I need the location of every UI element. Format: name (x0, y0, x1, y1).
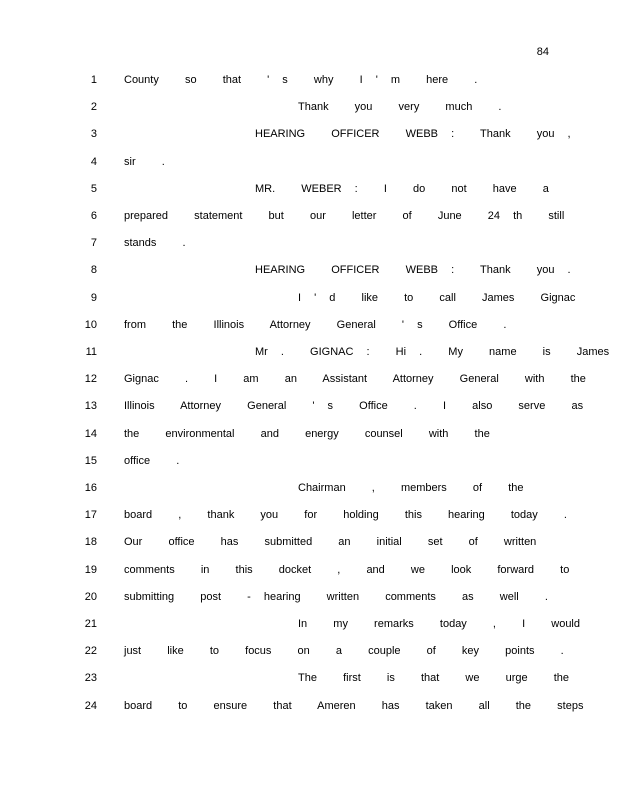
transcript-line (0, 127, 618, 141)
page-number: 84 (536, 46, 549, 58)
line-text: office . (124, 454, 180, 467)
transcript-line (0, 263, 618, 277)
line-number: 23 (84, 672, 97, 685)
line-text: sir . (124, 155, 165, 168)
line-text: stands . (124, 237, 186, 250)
line-number: 13 (84, 400, 97, 413)
line-text: the environmental and energy counsel with the (124, 427, 490, 440)
line-number: 24 (84, 699, 97, 712)
line-text: submitting post - hearing written comments as well . (124, 590, 548, 603)
transcript-line (0, 563, 618, 577)
line-number: 9 (90, 291, 97, 304)
line-text: Thank you very much . (298, 101, 502, 114)
transcript-line (0, 427, 618, 441)
transcript-line (0, 699, 618, 713)
line-text: comments in this docket , and we look forward to (124, 563, 570, 576)
line-number: 12 (84, 373, 97, 386)
transcript-line (0, 291, 618, 305)
transcript-line (0, 155, 618, 169)
line-text: prepared statement but our letter of June 24 th still (124, 210, 565, 222)
line-text: The first is that we urge the (298, 672, 570, 685)
line-number: 15 (84, 454, 97, 467)
line-number: 21 (84, 618, 97, 630)
transcript-line (0, 617, 618, 631)
transcript-line (0, 372, 618, 386)
line-number: 16 (84, 482, 97, 494)
transcript-line (0, 182, 618, 196)
line-text: Chairman , members of the (298, 482, 524, 494)
line-text: Illinois Attorney General ' s Office . I also serve as (124, 400, 584, 413)
transcript-line (0, 399, 618, 413)
transcript-line (0, 209, 618, 223)
transcript-line (0, 481, 618, 495)
transcript-line (0, 345, 618, 359)
transcript-line (0, 590, 618, 604)
line-number: 1 (90, 74, 97, 86)
line-text: HEARING OFFICER WEBB : Thank you . (255, 264, 571, 277)
line-text: MR. WEBER : I do not have a (255, 182, 549, 195)
line-number: 18 (84, 536, 97, 549)
line-text: Our office has submitted an initial set of written (124, 536, 537, 549)
line-number: 8 (90, 264, 97, 277)
line-number: 2 (90, 101, 97, 114)
transcript-line (0, 100, 618, 114)
transcript-line (0, 671, 618, 685)
line-number: 22 (84, 645, 97, 658)
line-text: In my remarks today , I would (298, 618, 580, 630)
line-number: 10 (84, 318, 97, 331)
line-number: 20 (84, 590, 97, 603)
transcript-line (0, 508, 618, 522)
transcript-line (0, 644, 618, 658)
transcript-line (0, 318, 618, 332)
line-text: I ' d like to call James Gignac (298, 291, 576, 304)
line-number: 7 (90, 237, 97, 250)
line-text: board , thank you for holding this hearing today . (124, 509, 567, 522)
line-number: 3 (90, 128, 97, 141)
line-number: 4 (90, 155, 97, 168)
line-text: HEARING OFFICER WEBB : Thank you , (255, 128, 571, 141)
line-number: 11 (85, 346, 97, 358)
transcript-line (0, 73, 618, 87)
transcript-line (0, 454, 618, 468)
line-text: Mr . GIGNAC : Hi . My name is James (255, 346, 610, 358)
transcript-line (0, 236, 618, 250)
line-text: from the Illinois Attorney General ' s Office . (124, 318, 507, 331)
line-number: 6 (90, 210, 97, 222)
line-text: just like to focus on a couple of key points . (124, 645, 564, 658)
line-text: Gignac . I am an Assistant Attorney General with the (124, 373, 586, 386)
line-text: board to ensure that Ameren has taken all the steps (124, 699, 584, 712)
transcript-line (0, 535, 618, 549)
line-number: 19 (84, 563, 97, 576)
line-number: 5 (90, 182, 97, 195)
line-number: 17 (84, 509, 97, 522)
line-number: 14 (84, 427, 97, 440)
line-text: County so that ' s why I ' m here . (124, 74, 478, 86)
